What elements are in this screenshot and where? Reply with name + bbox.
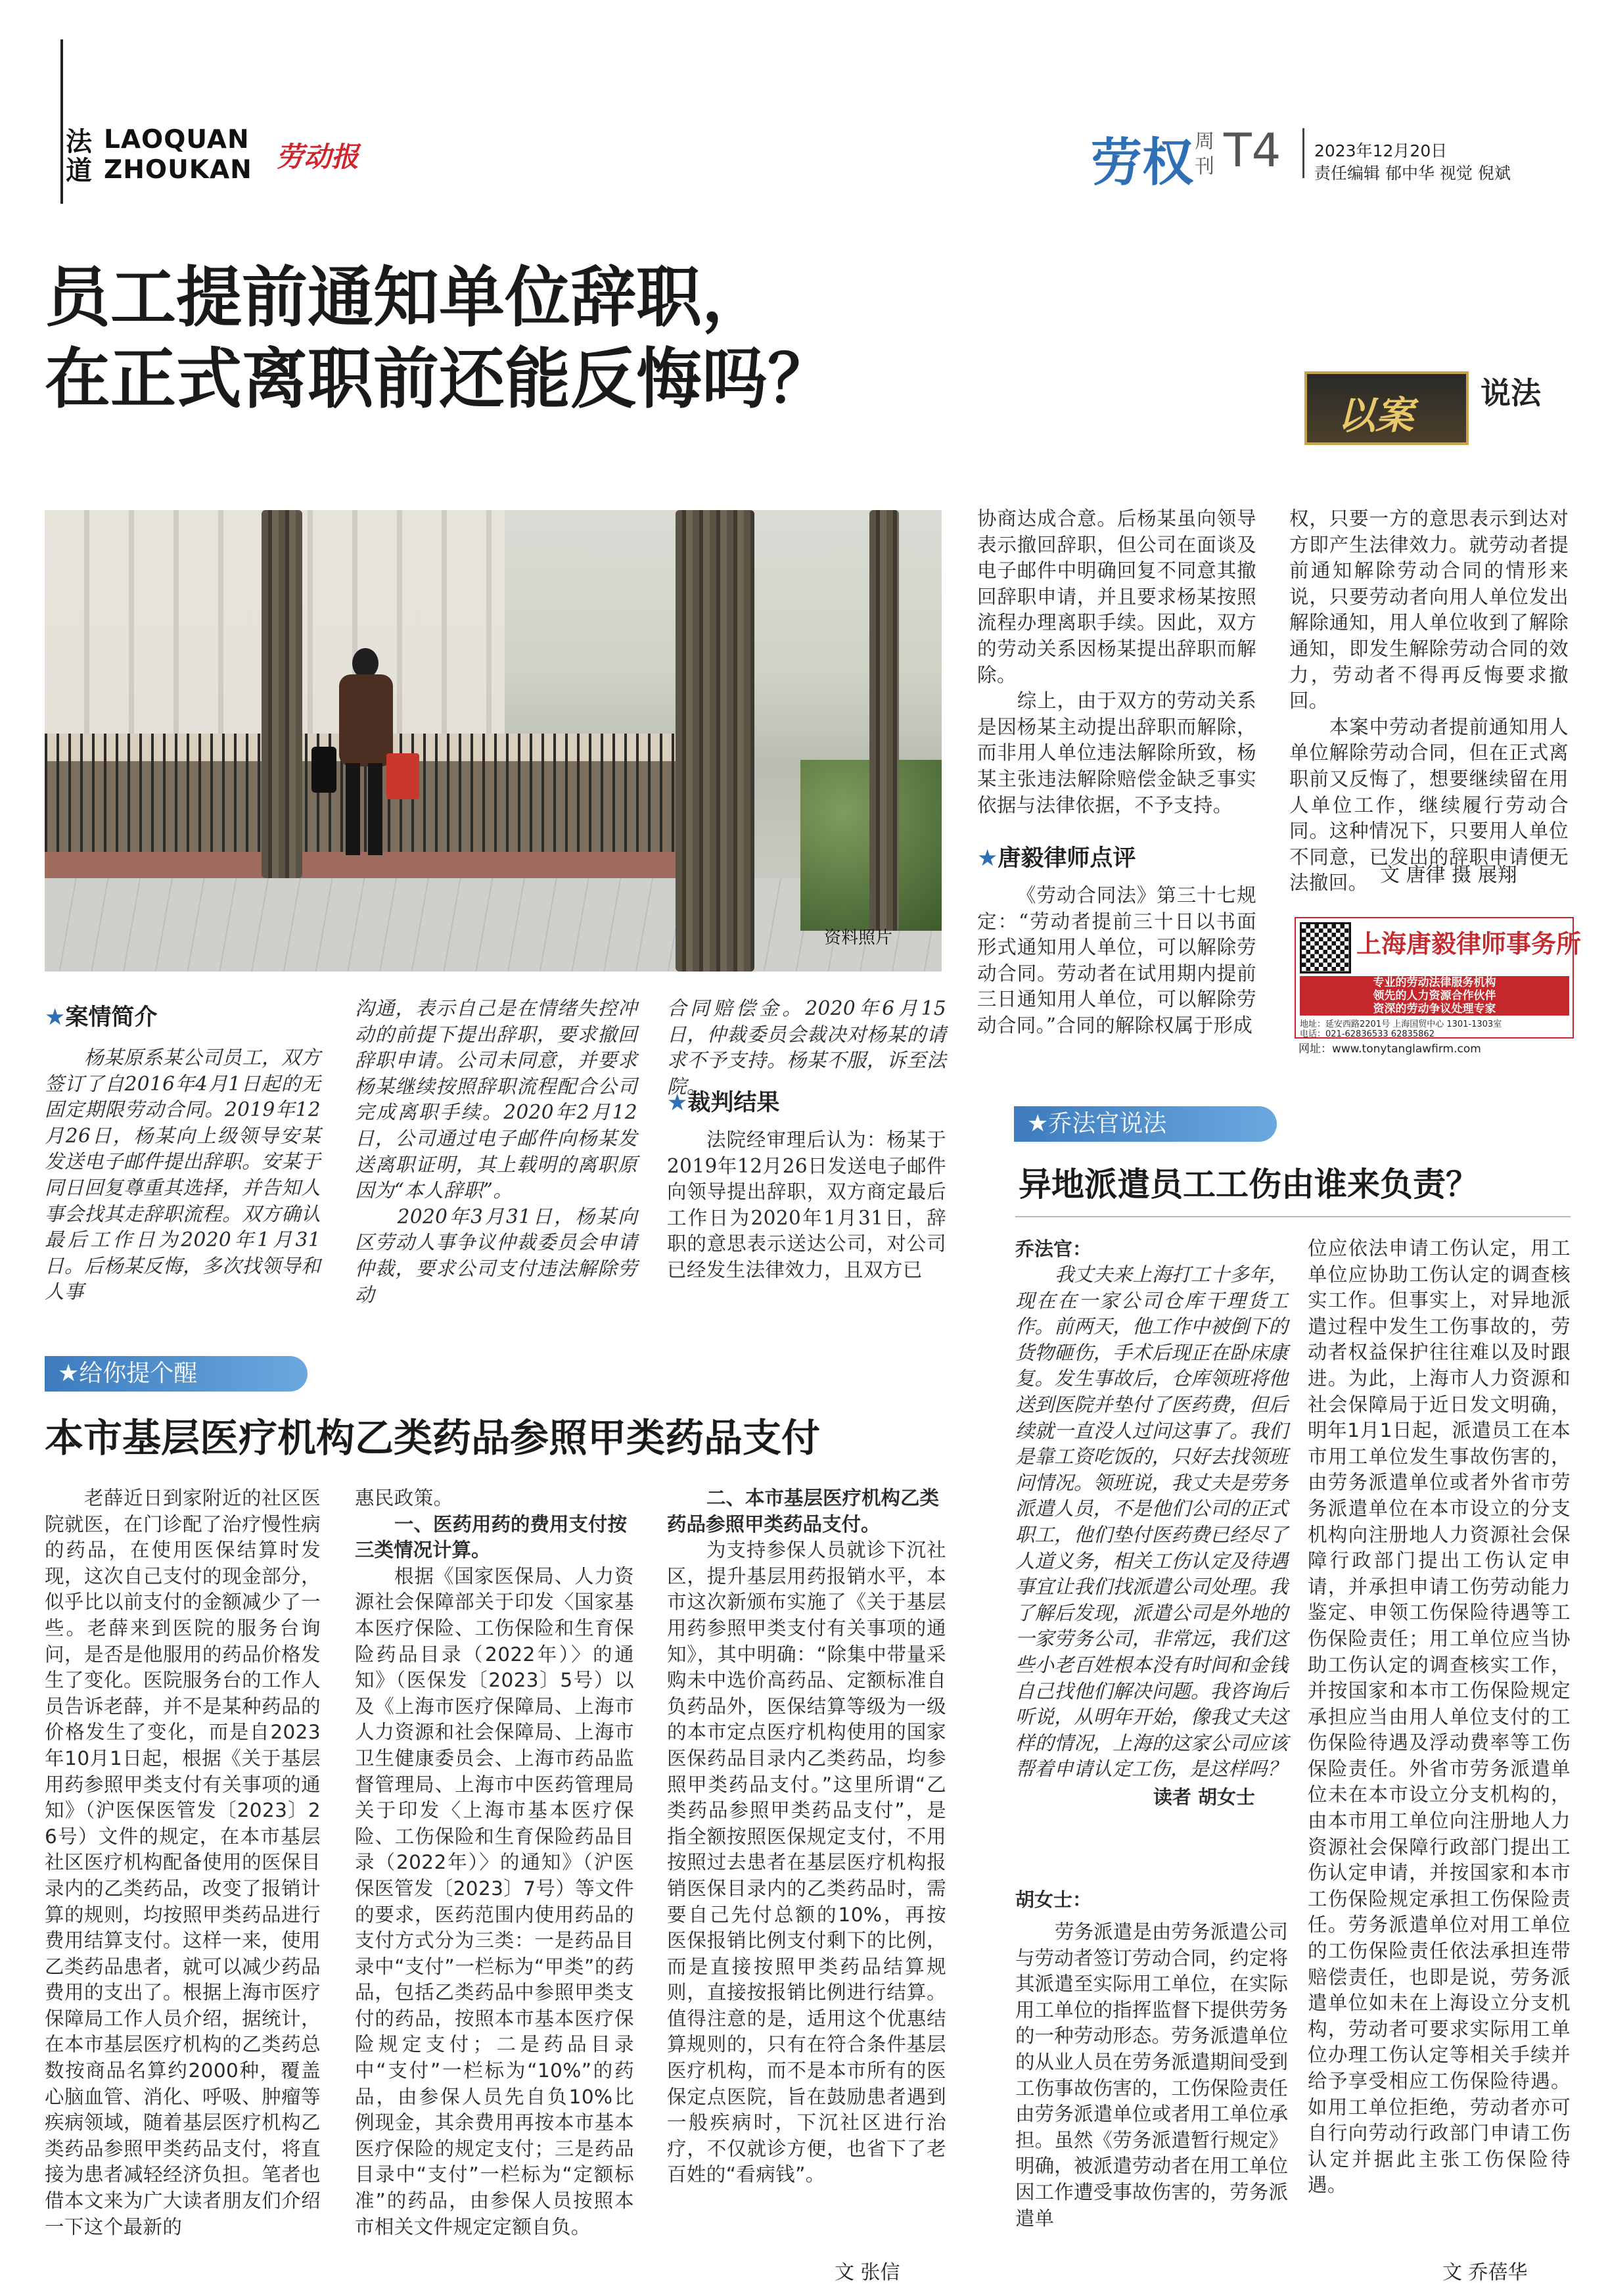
medicine-col2 xyxy=(355,1486,634,2240)
ad-slogan-box xyxy=(1300,976,1569,1016)
column-sub-top: 周 xyxy=(1195,130,1214,153)
case-col3a: 合同赔偿金。2020年6月15日，仲裁委员会裁决对杨某的请求不予支持。杨某不服，诉至法院。 xyxy=(667,997,946,1098)
reply-body-2: 位应依法申请工伤认定，用工单位应协助工伤认定的调查核实工作。但事实上，对异地派遣过程中发生工伤事故的，劳动者权益保护往往难以及时跟进。为此，上海市人力资源和社会保障局于近日发文明确，明年1月1日起，派遣员工在本市用工单位发生事故伤害的，由劳务派遣单位或者外省市劳务派遣单位在本市设立的分支机构向注册地人力资源社会保障行政部门提出工伤认定申请，并承担申请工伤劳动能力鉴定、申领工伤保险待遇等工伤保险责任；用工单位应当协助工伤认定的调查核实工作，并按国家和本市工伤保险规定承担应当由用人单位支付的工伤保险待遇及浮动费率等工伤保险责任。外省市劳务派遣单位未在本市设立分支机构的，由本市用工单位向注册地人力资源社会保障行政部门提出工伤认定申请，并按国家和本市工伤保险规定承担工伤保险责任。劳务派遣单位对用工单位的工伤保险责任依法承担连带赔偿责任，也即是说，劳务派遣单位如未在上海设立分支机构，劳动者可要求实际用工单位办理工伤认定等相关手续并给予享受相应工伤保险待遇。如用工单位拒绝，劳动者亦可自行向劳动行政部门申请工伤认定并据此主张工伤保险待遇。 xyxy=(1308,1237,1571,2197)
medicine-byline: 文 张信 xyxy=(835,2261,900,2284)
law-firm-ad xyxy=(1295,917,1582,1039)
star-icon: ★ xyxy=(58,1360,80,1387)
photo-caption: 资料照片 xyxy=(824,928,893,948)
case-col1: 杨某原系某公司员工，双方签订了自2016年4月1日起的无固定期限劳动合同。2019年12月26日，杨某向上级领导安某发送电子邮件提出辞职。安某于同日回复尊重其选择，并告知人事会找其走辞职流程。双方确认最后工作日为2020年1月31日。后杨某反悔，多次找领导和人事 xyxy=(45,1046,321,1303)
medicine-col1: 老薛近日到家附近的社区医院就医，在门诊配了治疗慢性病的药品，在使用医保结算时发现，这次自己支付的现金部分，似乎比以前支付的金额减少了一些。老薛来到医院的服务台询问，是否是他服用的药品价格发生了变化。医院服务台的工作人员告诉老薛，并不是某种药品的价格发生了变化，而是自2023年10月1日起，根据《关于基层用药参照甲类支付有关事项的通知》（沪医保医管发〔2023〕26号）文件的规定，在本市基层社区医疗机构配备使用的医保目录内的乙类药品，改变了报销计算的规则，均按照甲类药品进行费用结算支付。这样一来，使用乙类药品患者，就可以减少药品费用的支出了。根据上海市医疗保障局工作人员介绍，据统计，在本市基层医疗机构的乙类药总数按商品名算约2000种，覆盖心脑血管、消化、呼吸、肿瘤等疾病领域，随着基层医疗机构乙类药品参照甲类药品支付，将直接为患者减轻经济负担。笔者也借本文来为广大读者朋友们介绍一下这个最新的 xyxy=(45,1487,321,2238)
pill-judge-column xyxy=(1014,1106,1277,1142)
masthead-divider-vertical xyxy=(60,39,63,204)
letter-reader: 读者 胡女士 xyxy=(1153,1785,1255,1808)
medicine-col3-body: 为支持参保人员就诊下沉社区，提升基层用药报销水平，本市这次新颁布实施了《关于基层用药参照甲类支付有关事项的通知》，其中明确：“除集中带量采购未中选价高药品、定额标准自负药品外，医保结算等级为一级的本市定点医疗机构使用的国家医保药品目录内乙类药品，均参照甲类药品支付。”这里所谓“乙类药品参照甲类药品支付”，是指全额按照医保规定支付，不用按照过去患者在基层医疗机构报销医保目录内的乙类药品时，需要自己先付总额的10%，再按医保报销比例支付剩下的比例，而是直接按照甲类药品结算规则，直接按报销比例进行结算。值得注意的是，适用这个优惠结算规则的，只有在符合条件基层医疗机构，而不是本市所有的医保定点医院，旨在鼓励患者遇到一般疾病时，下沉社区进行治疗，不仅就诊方便，也省下了老百姓的“看病钱”。 xyxy=(667,1539,946,2186)
case-col3b: 法院经审理后认为：杨某于2019年12月26日发送电子邮件向领导提出辞职，双方商定最后工作日为2020年1月31日，辞职的意思表示送达公司，对公司已经发生法律效力，且双方已 xyxy=(667,1129,946,1281)
case-col4b: 《劳动合同法》第三十七规定：“劳动者提前三十日以书面形式通知用人单位，可以解除劳动合同。劳动者在试用期内提前三日通知用人单位，可以解除劳动合同。”合同的解除权属于形成 xyxy=(977,884,1256,1037)
photo-tree-1 xyxy=(262,510,302,878)
header-divider xyxy=(1302,128,1304,178)
main-headline xyxy=(45,256,1162,419)
star-icon: ★ xyxy=(45,1004,66,1031)
reply-column-1 xyxy=(1015,1886,1288,2232)
news-photo xyxy=(45,510,942,972)
column-name: 劳权 xyxy=(1091,133,1194,193)
masthead xyxy=(0,0,1608,217)
star-icon: ★ xyxy=(1027,1110,1049,1137)
medicine-heading-1: 一、医药用药的费用支付按三类情况计算。 xyxy=(355,1512,628,1562)
case-col4a: 协商达成合意。后杨某虽向领导表示撤回辞职，但公司在面谈及电子邮件中明确回复不同意其撤回辞职申请，并且要求杨某按照流程办理离职手续。因此，双方的劳动关系因杨某提出辞职而解除。 综上，由于双方的劳动关系是因杨某主动提出辞职而解除，而非用人单位违法解除所致，杨某主张违法解除赔偿金缺乏事实依据与法律依据，不予支持。 xyxy=(977,507,1256,816)
brand-en-line2: ZHOUKAN xyxy=(104,155,252,185)
section-lawyer-comment-title: 唐毅律师点评 xyxy=(998,845,1136,872)
ad-slogan-2: 领先的人力资源合作伙伴 xyxy=(1373,989,1496,1002)
photo-tree-3 xyxy=(869,510,899,931)
ad-firm-name: 上海唐毅律师事务所 xyxy=(1356,929,1582,958)
medicine-col2b: 根据《国家医保局、人力资源社会保障部关于印发〈国家基本医疗保险、工伤保险和生育保险药品目录（2022年）〉的通知》（医保发〔2023〕5号）以及《上海市医疗保障局、上海市人力资源和社会保障局、上海市卫生健康委员会、上海市药品监督管理局、上海市中医药管理局关于印发〈上海市基本医疗保险、工伤保险和生育保险药品目录（2022年）〉的通知》（沪医保医管发〔2023〕7号）等文件的要求，医药范围内使用药品的支付方式分为三类：一是药品目录中“支付”一栏标为“甲类”的药品，包括乙类药品中参照甲类支付的药品，按照本市基本医疗保险规定支付；二是药品目录中“支付”一栏标为“10%”的药品，由参保人员先自负10%比例现金，其余费用再按本市基本医疗保险的规定支付；三是药品目录中“支付”一栏标为“定额标准”的药品，由参保人员按照本市相关文件规定定额自负。 xyxy=(355,1564,634,2238)
medicine-heading-2: 二、本市基层医疗机构乙类药品参照甲类药品支付。 xyxy=(667,1487,940,1535)
headline-line1: 员工提前通知单位辞职， xyxy=(45,258,768,336)
photo-tree-2 xyxy=(676,510,754,972)
medicine-col2a: 惠民政策。 xyxy=(355,1487,453,1509)
badge-left-text: 以案 xyxy=(1337,393,1414,438)
ad-slogan-3: 资深的劳动争议处理专家 xyxy=(1373,1002,1496,1016)
letter-salutation: 乔法官： xyxy=(1015,1238,1092,1260)
letter-column xyxy=(1015,1236,1288,1812)
reply-body-1: 劳务派遣是由劳务派遣公司与劳动者签订劳动合同，约定将其派遣至实际用工单位，在实际用工单位的指挥监督下提供劳务的一种劳动形态。劳务派遣单位的从业人员在劳务派遣期间受到工伤事故伤害的，工伤保险责任由劳务派遣单位或者用工单位承担。虽然《劳务派遣暂行规定》明确，被派遣劳动者在用工单位因工作遭受事故伤害的，劳务派遣单 xyxy=(1015,1921,1288,2230)
headline-line2: 在正式离职前还能反悔吗？ xyxy=(45,340,833,417)
medicine-col3 xyxy=(667,1486,946,2188)
judge-title: 异地派遣员工工伤由谁来负责？ xyxy=(1019,1165,1479,1204)
reply-salutation: 胡女士： xyxy=(1015,1888,1092,1911)
star-icon: ★ xyxy=(667,1090,688,1116)
brand-char-top: 法 xyxy=(66,127,92,157)
photo-pedestrian xyxy=(327,648,400,865)
section-case-summary-title: 案情简介 xyxy=(65,1004,158,1031)
section-lawyer-comment xyxy=(977,840,1136,873)
case-col2: 沟通，表示自己是在情绪失控冲动的前提下提出辞职，要求撤回辞职申请。公司未同意，并要求杨某继续按照辞职流程配合公司完成离职手续。2020年2月12日，公司通过电子邮件向杨某发送离职证明，其上载明的离职原因为“本人辞职”。 2020年3月31日，杨某向区劳动人事争议仲裁委员会申请仲裁，要求公司支付违法解除劳动 xyxy=(355,997,637,1306)
issue-date: 2023年12月20日 xyxy=(1314,141,1448,160)
page-number: T4 xyxy=(1224,124,1281,177)
qr-code-icon xyxy=(1300,922,1351,973)
pill-reminder-label: 给你提个醒 xyxy=(79,1360,198,1387)
judge-byline: 文 乔蓓华 xyxy=(1442,2261,1528,2284)
brand-en-line1: LAOQUAN xyxy=(104,125,250,154)
badge-right-text: 说法 xyxy=(1481,375,1541,411)
column-sub-bottom: 刊 xyxy=(1195,155,1214,178)
brand-char-bottom: 道 xyxy=(66,156,92,186)
case-badge xyxy=(1304,371,1571,445)
pill-reminder xyxy=(45,1356,308,1392)
ad-tel: 电话：021-62836533 62835862 xyxy=(1300,1029,1435,1039)
pill-judge-column-label: 乔法官说法 xyxy=(1048,1110,1167,1137)
section-judgment-title: 裁判结果 xyxy=(687,1090,780,1116)
section-case-summary xyxy=(45,999,157,1032)
ad-address: 地址：延安西路2201号 上海国贸中心 1301-1303室 xyxy=(1300,1019,1502,1029)
editors: 责任编辑 郁中华 视觉 倪斌 xyxy=(1314,164,1511,183)
letter-body: 我丈夫来上海打工十多年，现在在一家公司仓库干理货工作。前两天，他工作中被倒下的货物砸伤，手术后现正在卧床康复。发生事故后，仓库领班将他送到医院并垫付了医药费，但后续就一直没人过问这事了。我们是靠工资吃饭的，只好去找领班问情况。领班说，我丈夫是劳务派遣人员，不是他们公司的正式职工，他们垫付医药费已经尽了人道义务，相关工伤认定及待遇事宜让我们找派遣公司处理。我了解后发现，派遣公司是外地的一家劳务公司，非常远，我们这些小老百姓根本没有时间和金钱自己找他们解决问题。我咨询后听说，从明年开始，像我丈夫这样的情况，上海的这家公司应该帮着申请认定工伤，是这样吗？ xyxy=(1015,1263,1288,1781)
case-col5: 权，只要一方的意思表示到达对方即产生法律效力。就劳动者提前通知解除劳动合同的情形来说，只要劳动者向用人单位发出解除通知，用人单位收到了解除通知，即发生解除劳动合同的效力，劳动者不得再反悔要求撤回。 本案中劳动者提前通知用人单位解除劳动合同，但在正式离职前又反悔了，想要继续留在用人单位工作，继续履行劳动合同。这种情况下，只要用人单位不同意，已发出的辞职申请便无法撤回。 xyxy=(1289,507,1569,895)
star-icon: ★ xyxy=(977,845,998,872)
case-byline: 文 唐律 摄 展翔 xyxy=(1380,864,1517,887)
newspaper-logo: 劳动报 xyxy=(276,141,359,173)
medicine-title: 本市基层医疗机构乙类药品参照甲类药品支付 xyxy=(45,1415,821,1461)
judge-rule xyxy=(1015,1216,1571,1217)
ad-web: 网址：www.tonytanglawfirm.com xyxy=(1298,1043,1481,1056)
ad-slogan-1: 专业的劳动法律服务机构 xyxy=(1373,976,1496,989)
section-judgment xyxy=(667,1085,779,1117)
